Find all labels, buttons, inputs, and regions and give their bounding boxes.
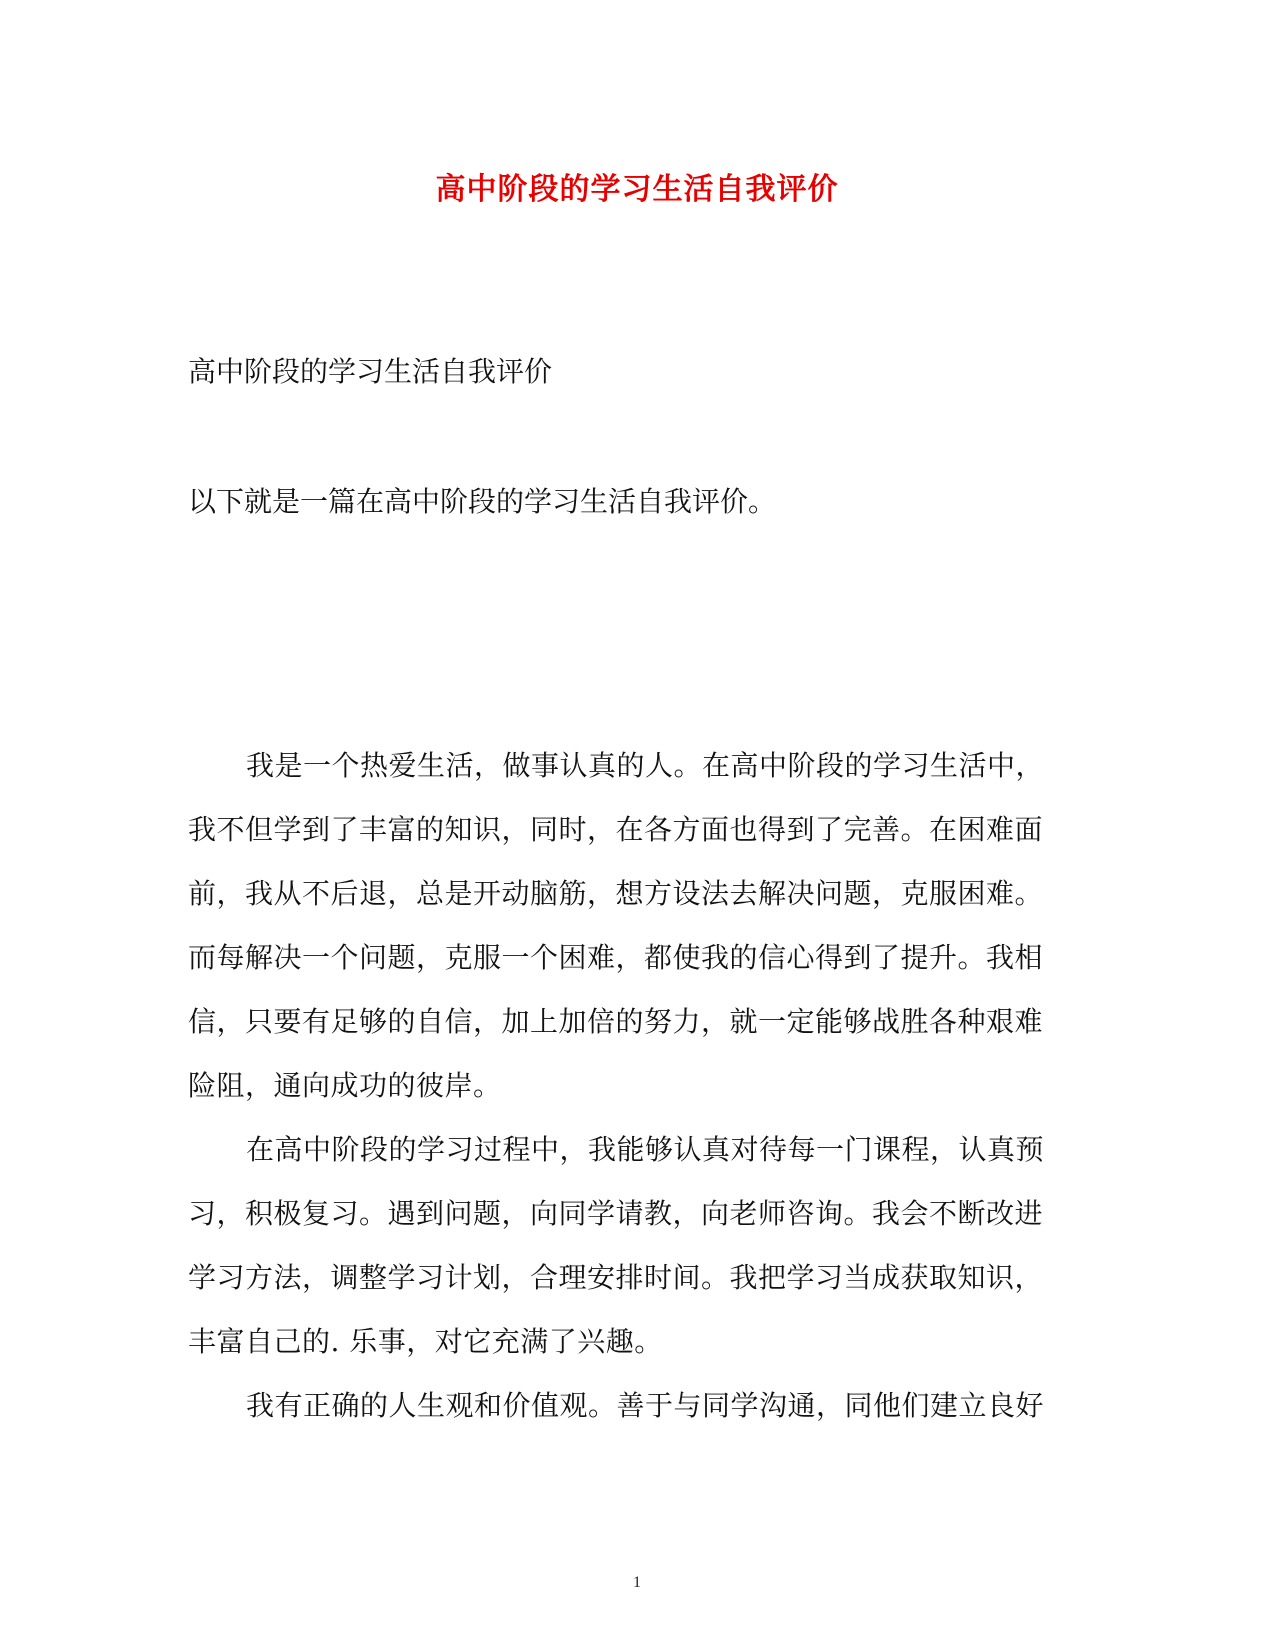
paragraph-line: 险阻，通向成功的彼岸。 <box>188 1069 502 1102</box>
page-number: 1 <box>633 1574 641 1591</box>
paragraph-line: 而每解决一个问题，克服一个困难，都使我的信心得到了提升。我相 <box>188 941 1044 974</box>
document-title: 高中阶段的学习生活自我评价 <box>435 172 839 207</box>
paragraph-1 <box>188 734 1068 1118</box>
intro-text: 以下就是一篇在高中阶段的学习生活自我评价。 <box>188 485 777 518</box>
paragraph-2 <box>188 1118 1068 1374</box>
paragraph-line: 前，我从不后退，总是开动脑筋，想方设法去解决问题，克服困难。 <box>188 877 1044 910</box>
paragraph-line: 信，只要有足够的自信，加上加倍的努力，就一定能够战胜各种艰难 <box>188 1005 1044 1038</box>
paragraph-line: 习，积极复习。遇到问题，向同学请教，向老师咨询。我会不断改进 <box>188 1197 1044 1230</box>
paragraph-line: 丰富自己的. 乐事，对它充满了兴趣。 <box>188 1325 663 1358</box>
paragraph-line: 学习方法，调整学习计划，合理安排时间。我把学习当成获取知识， <box>188 1261 1044 1294</box>
paragraph-3 <box>188 1374 1068 1438</box>
document-subtitle: 高中阶段的学习生活自我评价 <box>188 355 553 388</box>
paragraph-line: 我不但学到了丰富的知识，同时，在各方面也得到了完善。在困难面 <box>188 813 1044 846</box>
paragraph-line: 我是一个热爱生活，做事认真的人。在高中阶段的学习生活中， <box>246 749 1045 782</box>
paragraph-line: 我有正确的人生观和价值观。善于与同学沟通，同他们建立良好 <box>246 1389 1045 1422</box>
paragraph-line: 在高中阶段的学习过程中，我能够认真对待每一门课程，认真预 <box>246 1133 1045 1166</box>
